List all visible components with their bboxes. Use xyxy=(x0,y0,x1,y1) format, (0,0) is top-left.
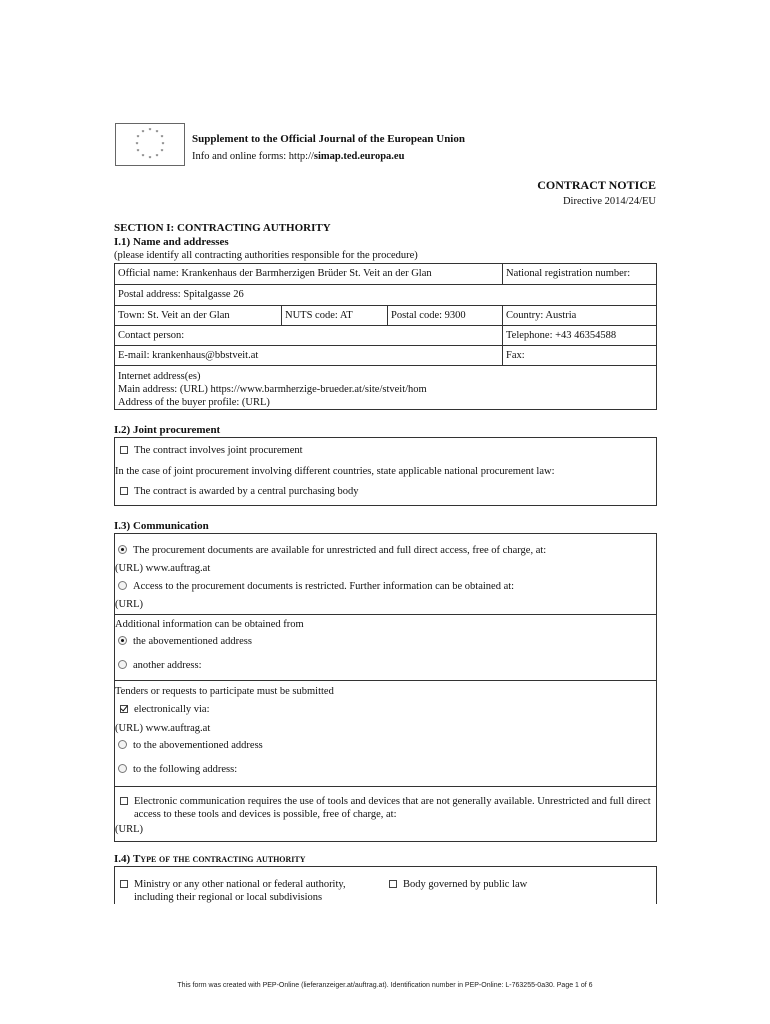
i4-title: Type of the contracting authority xyxy=(132,853,306,865)
eu-flag-logo xyxy=(115,123,185,166)
electronically-label: electronically via: xyxy=(134,704,210,715)
docs-url[interactable]: (URL) www.auftrag.at xyxy=(115,563,211,574)
i3-heading: I.3) Communication xyxy=(114,520,209,532)
joint-label: The contract involves joint procurement xyxy=(134,445,303,456)
restricted-option[interactable] xyxy=(118,580,514,593)
internet-addresses xyxy=(114,365,657,410)
telephone: Telephone: +43 46354588 xyxy=(502,325,657,346)
electronically-checkbox[interactable] xyxy=(120,705,128,713)
svg-text:*: * xyxy=(136,149,140,155)
central-purchasing-option[interactable] xyxy=(120,485,359,498)
national-registration: National registration number: xyxy=(502,263,657,285)
eu-stars-icon xyxy=(116,124,184,165)
info-forms-line xyxy=(192,151,404,162)
body-public-label: Body governed by public law xyxy=(403,879,528,890)
town: Town: St. Veit an der Glan xyxy=(114,305,282,326)
tools-label-line2: access to these tools and devices is possible, free of charge, at: xyxy=(134,809,397,820)
body-public-law-option[interactable] xyxy=(389,878,527,891)
electronically-option[interactable] xyxy=(120,703,210,716)
above-address-radio[interactable] xyxy=(118,636,127,645)
docs-free-option[interactable] xyxy=(118,544,546,557)
svg-text:*: * xyxy=(141,154,145,160)
notice-title: CONTRACT NOTICE xyxy=(537,178,656,192)
svg-text:*: * xyxy=(160,149,164,155)
joint-procurement-option[interactable] xyxy=(120,444,303,457)
svg-text:*: * xyxy=(141,130,145,136)
official-name: Official name: Krankenhaus der Barmherzigen Brüder St. Veit an der Glan xyxy=(114,263,503,285)
svg-text:*: * xyxy=(155,130,159,136)
directive: Directive 2014/24/EU xyxy=(562,196,656,207)
central-label: The contract is awarded by a central purchasing body xyxy=(134,486,359,497)
body-public-checkbox[interactable] xyxy=(389,880,397,888)
buyer-profile: Address of the buyer profile: (URL) xyxy=(118,397,270,408)
svg-text:*: * xyxy=(148,128,152,134)
svg-text:*: * xyxy=(135,142,139,148)
tools-label-line1: Electronic communication requires the use of tools and devices that are not generally available. Unrestricted and full direct xyxy=(134,796,651,807)
to-above-label: to the abovementioned address xyxy=(133,740,263,751)
divider xyxy=(114,680,657,681)
joint-checkbox[interactable] xyxy=(120,446,128,454)
svg-text:*: * xyxy=(136,135,140,141)
info-prefix: Info and online forms: http:// xyxy=(192,151,314,162)
i4-prefix: I.4) xyxy=(114,853,133,865)
country: Country: Austria xyxy=(502,305,657,326)
contact-person: Contact person: xyxy=(114,325,503,346)
to-following-label: to the following address: xyxy=(133,764,238,775)
ministry-option[interactable] xyxy=(120,878,346,891)
fax: Fax: xyxy=(502,345,657,366)
tenders-label: Tenders or requests to participate must be submitted xyxy=(115,686,334,697)
svg-text:*: * xyxy=(161,142,165,148)
tools-option[interactable] xyxy=(120,795,651,808)
i1-heading: I.1) Name and addresses xyxy=(114,236,229,248)
nuts-code: NUTS code: AT xyxy=(281,305,388,326)
svg-text:*: * xyxy=(148,156,152,162)
ministry-label-line1: Ministry or any other national or federal authority, xyxy=(134,879,346,890)
restricted-radio[interactable] xyxy=(118,581,127,590)
restricted-label: Access to the procurement documents is restricted. Further information can be obtained at: xyxy=(133,581,515,592)
to-above-option[interactable] xyxy=(118,739,263,752)
svg-text:*: * xyxy=(155,154,159,160)
central-checkbox[interactable] xyxy=(120,487,128,495)
i2-heading: I.2) Joint procurement xyxy=(114,424,221,436)
postal-code: Postal code: 9300 xyxy=(387,305,503,326)
postal-address: Postal address: Spitalgasse 26 xyxy=(114,284,657,306)
elec-url[interactable]: (URL) www.auftrag.at xyxy=(115,723,211,734)
ministry-checkbox[interactable] xyxy=(120,880,128,888)
tools-checkbox[interactable] xyxy=(120,797,128,805)
to-above-radio[interactable] xyxy=(118,740,127,749)
page-footer: This form was created with PEP-Online (lieferanzeiger.at/auftrag.at). Identification number in PEP-Online: L-763255-0a30. Page 1 of 6 xyxy=(177,982,593,989)
docs-free-radio[interactable] xyxy=(118,545,127,554)
restricted-url: (URL) xyxy=(115,599,143,610)
joint-law: In the case of joint procurement involving different countries, state applicable national procurement law: xyxy=(115,466,555,477)
main-address[interactable]: Main address: (URL) https://www.barmherzige-brueder.at/site/stveit/hom xyxy=(118,384,427,395)
another-address-radio[interactable] xyxy=(118,660,127,669)
tools-url: (URL) xyxy=(115,824,143,835)
docs-free-label: The procurement documents are available for unrestricted and full direct access, free of charge, at: xyxy=(133,545,547,556)
to-following-option[interactable] xyxy=(118,763,237,776)
divider xyxy=(114,614,657,615)
internet-label: Internet address(es) xyxy=(118,371,201,382)
ministry-label-line2: including their regional or local subdivisions xyxy=(134,892,323,903)
i1-note: (please identify all contracting authorities responsible for the procedure) xyxy=(114,250,418,261)
another-address-option[interactable] xyxy=(118,659,202,672)
divider xyxy=(114,786,657,787)
section-title: SECTION I: CONTRACTING AUTHORITY xyxy=(114,222,331,234)
svg-text:*: * xyxy=(160,135,164,141)
another-address-label: another address: xyxy=(133,660,202,671)
additional-info-label: Additional information can be obtained from xyxy=(115,619,304,630)
journal-title: Supplement to the Official Journal of the European Union xyxy=(192,133,465,145)
above-address-option[interactable] xyxy=(118,635,252,648)
email: E-mail: krankenhaus@bbstveit.at xyxy=(114,345,503,366)
i4-heading xyxy=(114,853,306,865)
above-address-label: the abovementioned address xyxy=(133,636,252,647)
to-following-radio[interactable] xyxy=(118,764,127,773)
info-site-link[interactable]: simap.ted.europa.eu xyxy=(313,151,405,162)
